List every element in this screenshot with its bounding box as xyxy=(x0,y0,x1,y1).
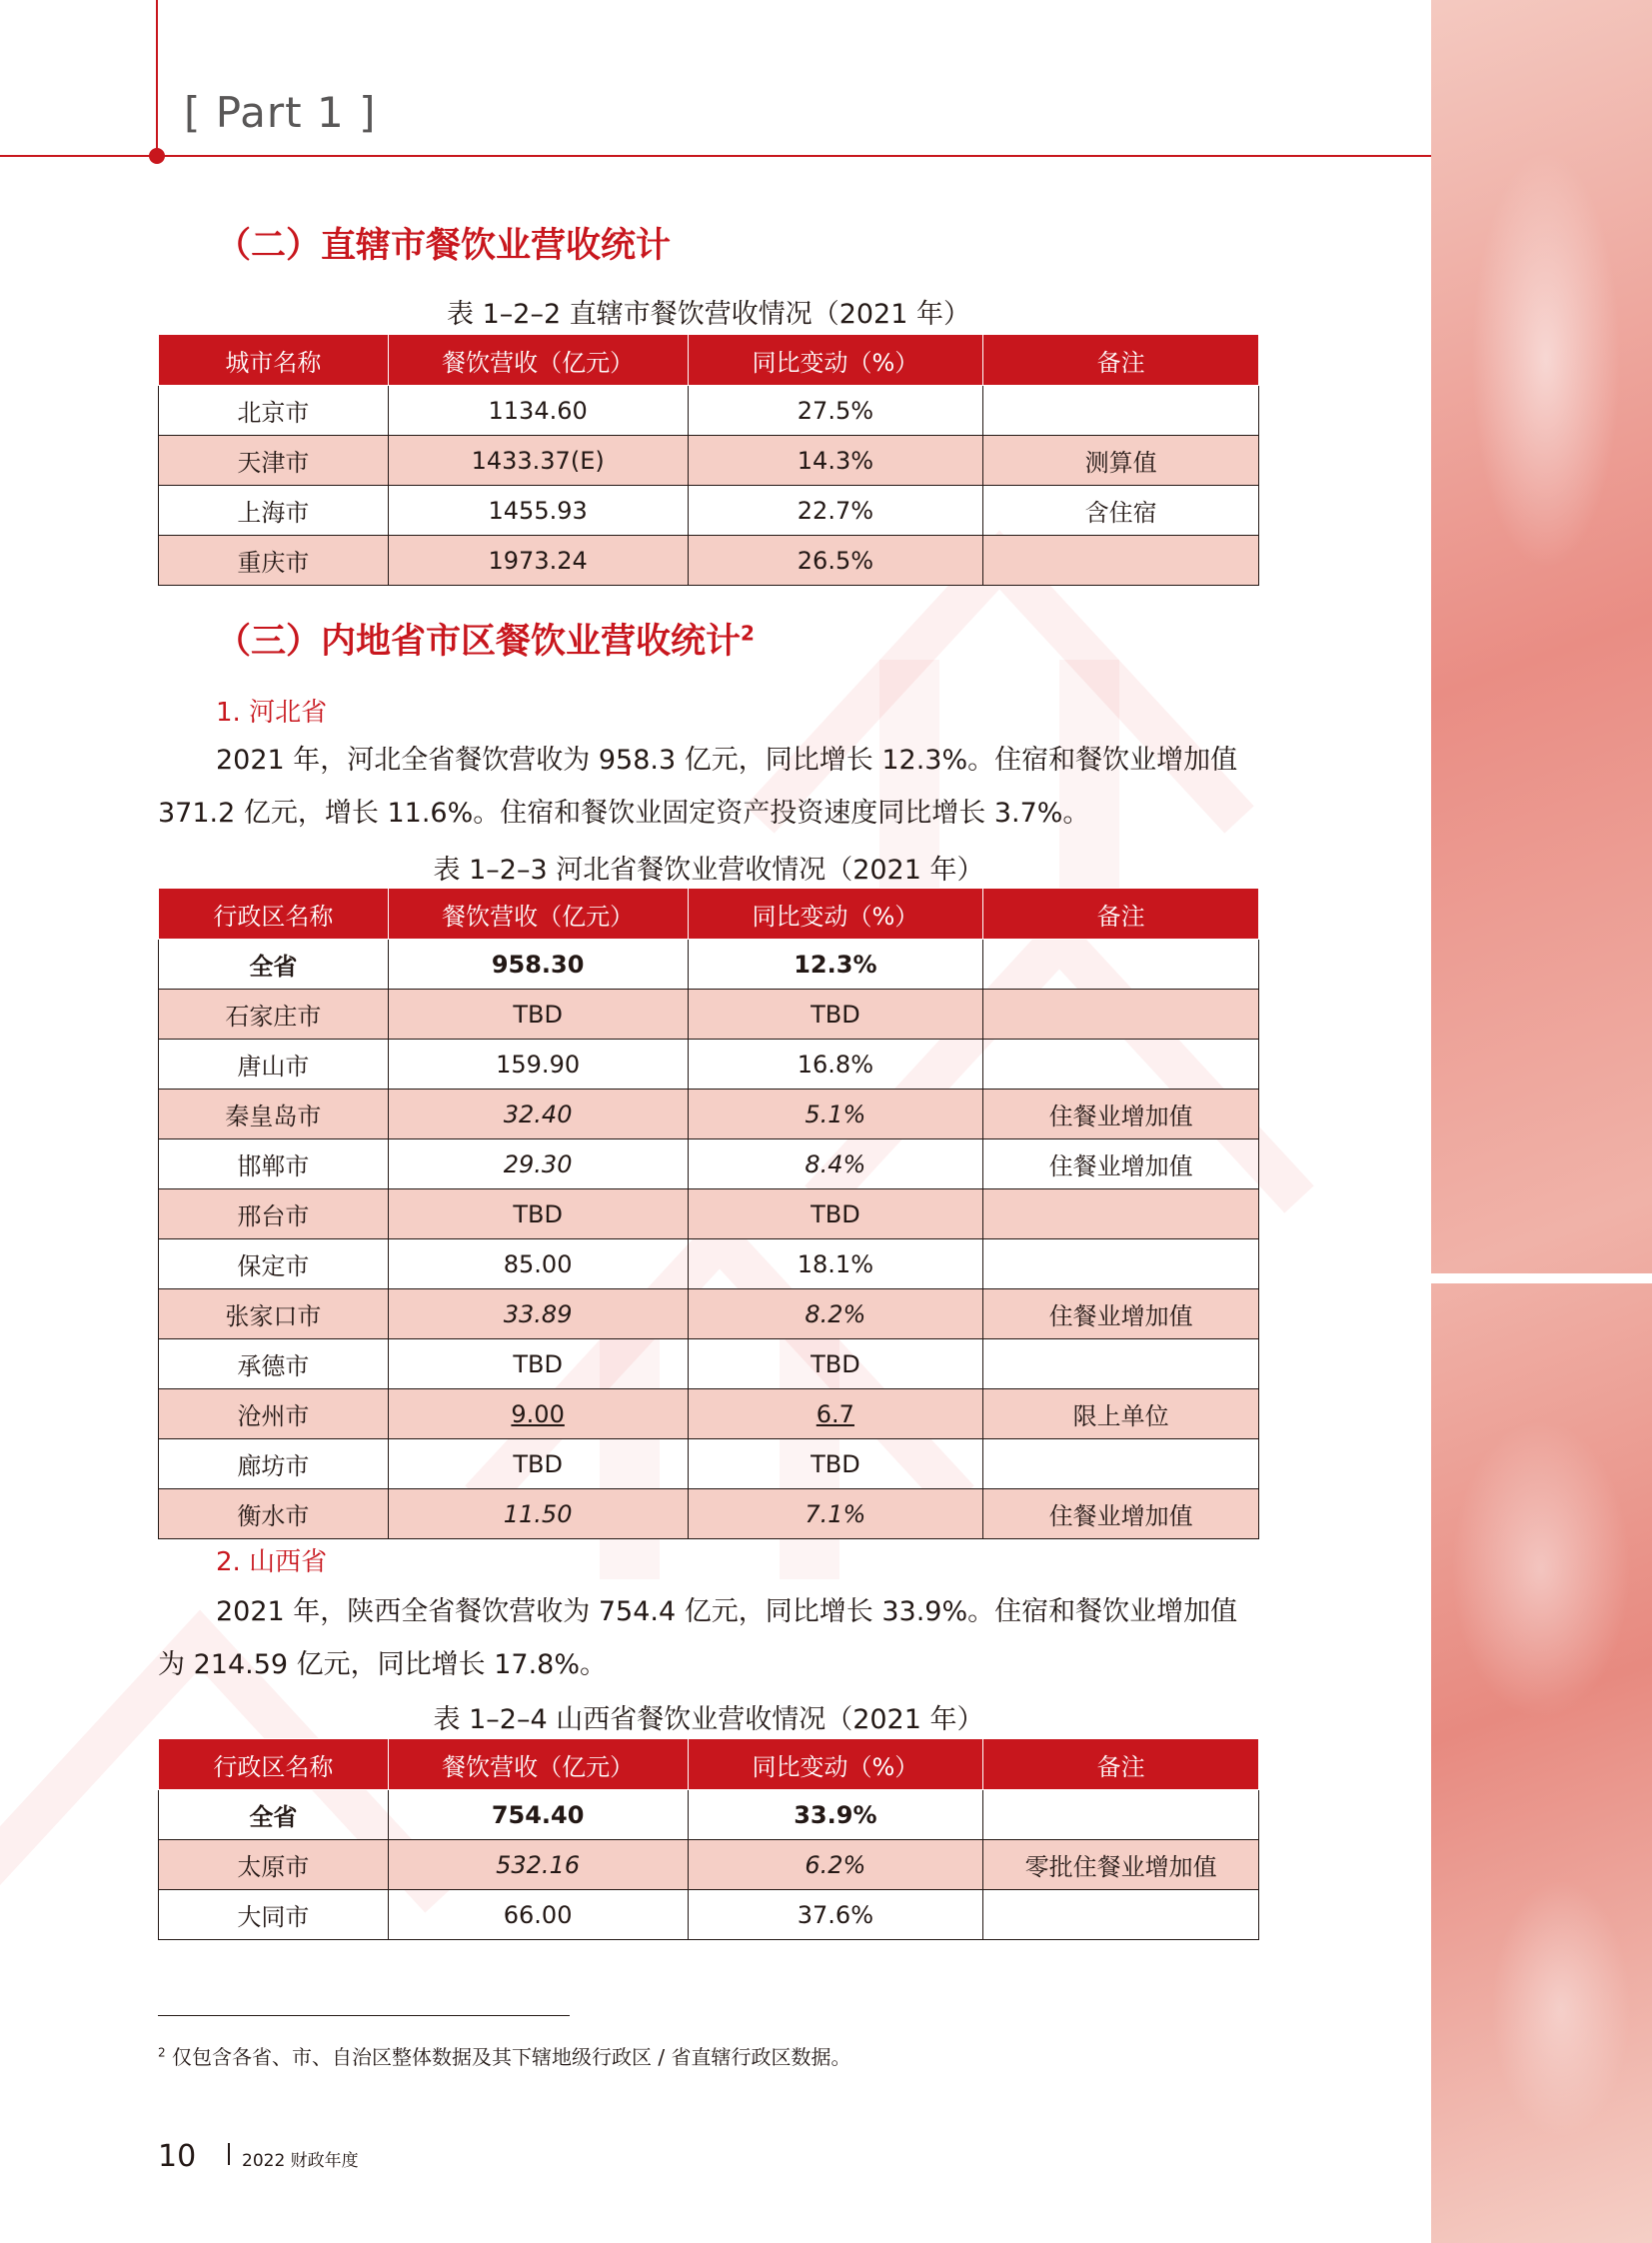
table-row xyxy=(159,940,1259,990)
section-title-provinces xyxy=(216,614,755,664)
cell-note xyxy=(983,386,1259,436)
table-row xyxy=(159,1189,1259,1239)
cell-change: TBD xyxy=(688,990,983,1040)
footnote-mark: 2 xyxy=(158,2045,166,2060)
cell-revenue: 1134.60 xyxy=(388,386,688,436)
cell-change: 18.1% xyxy=(688,1239,983,1289)
cell-change: 12.3% xyxy=(688,940,983,990)
column-header: 备注 xyxy=(983,889,1259,940)
table-row xyxy=(159,1389,1259,1439)
footnote-text: 仅包含各省、市、自治区整体数据及其下辖地级行政区 / 省直辖行政区数据。 xyxy=(172,2045,851,2069)
cell-change: 16.8% xyxy=(688,1040,983,1090)
subtitle-shanxi: 2. 山西省 xyxy=(216,1547,328,1577)
cell-revenue: 159.90 xyxy=(388,1040,688,1090)
cell-revenue: TBD xyxy=(388,1439,688,1489)
header-horizontal-rule xyxy=(0,155,1431,157)
cell-note xyxy=(983,1189,1259,1239)
cell-name: 上海市 xyxy=(159,486,389,536)
paragraph-shanxi: 2021 年，陕西全省餐饮营收为 754.4 亿元，同比增长 33.9%。住宿和餐饮业增加值为 214.59 亿元，同比增长 17.8%。 xyxy=(158,1596,1238,1680)
cell-note xyxy=(983,1439,1259,1489)
cell-change: 5.1% xyxy=(688,1090,983,1139)
cell-name: 太原市 xyxy=(159,1840,389,1890)
table-row xyxy=(159,990,1259,1040)
footnote-reference: 2 xyxy=(741,621,755,646)
table-row xyxy=(159,486,1259,536)
footnote xyxy=(158,2041,850,2070)
cell-change: TBD xyxy=(688,1189,983,1239)
cell-note xyxy=(983,940,1259,990)
cell-note xyxy=(983,1790,1259,1840)
cell-note: 测算值 xyxy=(983,436,1259,486)
cell-name: 张家口市 xyxy=(159,1289,389,1339)
column-header: 备注 xyxy=(983,1739,1259,1790)
table-row xyxy=(159,1339,1259,1389)
cell-revenue xyxy=(388,1389,688,1439)
cell-change: 26.5% xyxy=(688,536,983,586)
cell-name: 全省 xyxy=(159,940,389,990)
column-header: 同比变动（%） xyxy=(688,889,983,940)
cell-change: 37.6% xyxy=(688,1890,983,1940)
cell-revenue: TBD xyxy=(388,990,688,1040)
table-row xyxy=(159,1439,1259,1489)
cell-note xyxy=(983,536,1259,586)
photo-highlight xyxy=(1471,150,1621,570)
paragraph-hebei: 2021 年，河北全省餐饮营收为 958.3 亿元，同比增长 12.3%。住宿和餐饮业增加值 371.2 亿元，增长 11.6%。住宿和餐饮业固定资产投资速度同比增长 3.7%。 xyxy=(158,745,1238,829)
table-row xyxy=(159,1090,1259,1139)
cell-name: 衡水市 xyxy=(159,1489,389,1539)
table-caption-shanxi: 表 1–2–4 山西省餐饮业营收情况（2021 年） xyxy=(433,1704,984,1735)
cell-note xyxy=(983,1239,1259,1289)
footer-separator xyxy=(228,2143,230,2165)
cell-name: 秦皇岛市 xyxy=(159,1090,389,1139)
cell-name: 承德市 xyxy=(159,1339,389,1389)
photo-divider xyxy=(1431,1273,1652,1283)
cell-note: 含住宿 xyxy=(983,486,1259,536)
cell-change: 8.4% xyxy=(688,1139,983,1189)
decorative-photo-panel xyxy=(1431,0,1652,2243)
cell-revenue: TBD xyxy=(388,1189,688,1239)
cell-note: 住餐业增加值 xyxy=(983,1090,1259,1139)
photo-highlight xyxy=(1451,1419,1631,1719)
column-header: 同比变动（%） xyxy=(688,335,983,386)
section-title-municipalities: （二）直辖市餐饮业营收统计 xyxy=(216,226,672,266)
cell-change: 33.9% xyxy=(688,1790,983,1840)
cell-change: TBD xyxy=(688,1439,983,1489)
header-vertical-rule xyxy=(156,0,158,157)
cell-note: 住餐业增加值 xyxy=(983,1139,1259,1189)
table-caption-hebei: 表 1–2–3 河北省餐饮业营收情况（2021 年） xyxy=(433,855,984,886)
cell-name: 保定市 xyxy=(159,1239,389,1289)
header-dot xyxy=(149,148,165,164)
cell-revenue: 85.00 xyxy=(388,1239,688,1289)
cell-revenue: 532.16 xyxy=(388,1840,688,1890)
table-hebei xyxy=(158,888,1259,1539)
table-row xyxy=(159,1840,1259,1890)
table-row xyxy=(159,386,1259,436)
cell-note xyxy=(983,1040,1259,1090)
footer-label: 2022 财政年度 xyxy=(242,2151,359,2171)
cell-name: 天津市 xyxy=(159,436,389,486)
cell-revenue: 66.00 xyxy=(388,1890,688,1940)
cell-change: 7.1% xyxy=(688,1489,983,1539)
table-municipalities xyxy=(158,334,1259,586)
cell-name: 唐山市 xyxy=(159,1040,389,1090)
cell-revenue: TBD xyxy=(388,1339,688,1389)
table-row xyxy=(159,436,1259,486)
cell-name: 沧州市 xyxy=(159,1389,389,1439)
table-header-row xyxy=(159,1739,1259,1790)
table-row xyxy=(159,1239,1259,1289)
cell-revenue: 33.89 xyxy=(388,1289,688,1339)
table-row xyxy=(159,536,1259,586)
cell-change: 6.2% xyxy=(688,1840,983,1890)
cell-note xyxy=(983,1339,1259,1389)
cell-revenue: 1433.37(E) xyxy=(388,436,688,486)
column-header: 同比变动（%） xyxy=(688,1739,983,1790)
part-label: [ Part 1 ] xyxy=(184,88,377,137)
cell-name: 北京市 xyxy=(159,386,389,436)
table-row xyxy=(159,1289,1259,1339)
cell-change: 22.7% xyxy=(688,486,983,536)
table-row xyxy=(159,1890,1259,1940)
cell-change-value: 6.7 xyxy=(816,1399,854,1428)
cell-name: 全省 xyxy=(159,1790,389,1840)
table-header-row xyxy=(159,889,1259,940)
cell-name: 廊坊市 xyxy=(159,1439,389,1489)
cell-revenue: 958.30 xyxy=(388,940,688,990)
cell-note: 零批住餐业增加值 xyxy=(983,1840,1259,1890)
table-row xyxy=(159,1790,1259,1840)
cell-note xyxy=(983,990,1259,1040)
cell-change: TBD xyxy=(688,1339,983,1389)
cell-revenue: 1973.24 xyxy=(388,536,688,586)
cell-note: 住餐业增加值 xyxy=(983,1489,1259,1539)
column-header: 城市名称 xyxy=(159,335,389,386)
cell-revenue: 29.30 xyxy=(388,1139,688,1189)
table-row xyxy=(159,1040,1259,1090)
photo-highlight xyxy=(1491,1879,1631,2139)
table-caption-municipalities: 表 1–2–2 直辖市餐饮营收情况（2021 年） xyxy=(447,299,970,330)
footnote-divider xyxy=(158,2015,570,2016)
column-header: 行政区名称 xyxy=(159,1739,389,1790)
cell-revenue-value: 9.00 xyxy=(511,1399,565,1428)
cell-name: 石家庄市 xyxy=(159,990,389,1040)
cell-name: 重庆市 xyxy=(159,536,389,586)
cell-change: 8.2% xyxy=(688,1289,983,1339)
page-number: 10 xyxy=(158,2139,197,2174)
cell-revenue: 1455.93 xyxy=(388,486,688,536)
column-header: 行政区名称 xyxy=(159,889,389,940)
column-header: 餐饮营收（亿元） xyxy=(388,889,688,940)
cell-change: 14.3% xyxy=(688,436,983,486)
table-row xyxy=(159,1139,1259,1189)
cell-note: 住餐业增加值 xyxy=(983,1289,1259,1339)
cell-revenue: 754.40 xyxy=(388,1790,688,1840)
cell-note: 限上单位 xyxy=(983,1389,1259,1439)
column-header: 备注 xyxy=(983,335,1259,386)
cell-note xyxy=(983,1890,1259,1940)
cell-name: 邯郸市 xyxy=(159,1139,389,1189)
cell-name: 大同市 xyxy=(159,1890,389,1940)
column-header: 餐饮营收（亿元） xyxy=(388,1739,688,1790)
table-header-row xyxy=(159,335,1259,386)
column-header: 餐饮营收（亿元） xyxy=(388,335,688,386)
cell-name: 邢台市 xyxy=(159,1189,389,1239)
table-row xyxy=(159,1489,1259,1539)
cell-revenue: 32.40 xyxy=(388,1090,688,1139)
table-shanxi xyxy=(158,1738,1259,1940)
cell-change xyxy=(688,1389,983,1439)
cell-change: 27.5% xyxy=(688,386,983,436)
section-title-text: （三）内地省市区餐饮业营收统计 xyxy=(216,622,742,662)
cell-revenue: 11.50 xyxy=(388,1489,688,1539)
subtitle-hebei: 1. 河北省 xyxy=(216,698,328,728)
